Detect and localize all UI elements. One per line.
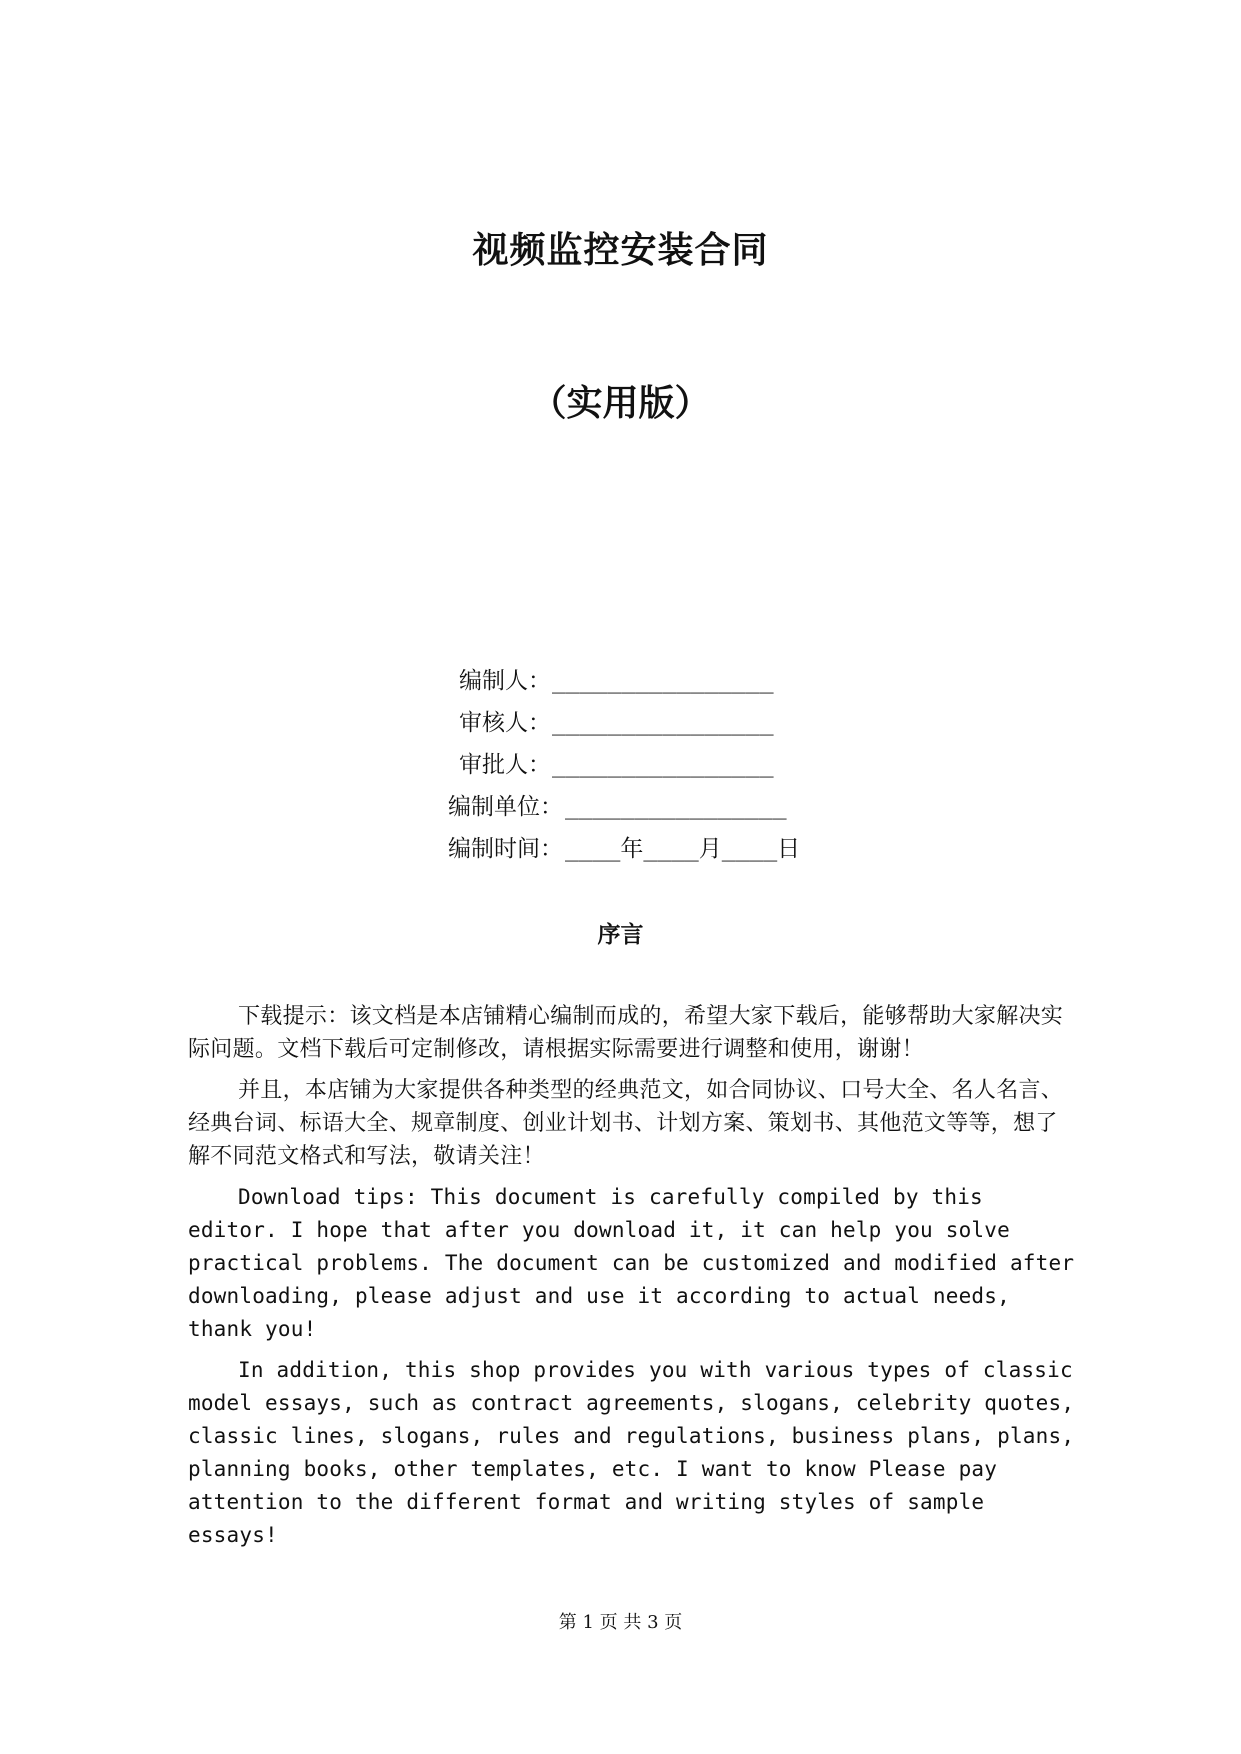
meta-value-approver: ________________: [552, 752, 774, 778]
preface-body: [188, 1000, 1078, 1560]
paragraph-shop-info-en: In addition, this shop provides you with various types of classic model essays, such as contract agreements, slogans, celebrity quotes, classic lines, slogans, rules and regulations, business plans, plans, planning books, other templates, etc. I want to know Please pay attention to the different format and writing styles of sample essays!: [188, 1358, 1075, 1547]
meta-value-reviewer: ________________: [552, 710, 774, 736]
meta-label-date: 编制时间：: [448, 836, 563, 862]
meta-label-unit: 编制单位：: [448, 794, 563, 820]
meta-row-approver: [0, 744, 1241, 786]
meta-value-compiler: ________________: [552, 668, 774, 694]
meta-row-reviewer: [0, 702, 1241, 744]
page-footer: 第 1 页 共 3 页: [558, 1612, 683, 1633]
paragraph-shop-info-cn: 并且，本店铺为大家提供各种类型的经典范文，如合同协议、口号大全、名人名言、经典台词、标语大全、规章制度、创业计划书、计划方案、策划书、其他范文等等，想了解不同范文格式和写法，敬请关注！: [188, 1078, 1064, 1169]
meta-row-unit: [0, 786, 1241, 828]
paragraph-download-tips-cn: 下载提示：该文档是本店铺精心编制而成的，希望大家下载后，能够帮助大家解决实际问题。文档下载后可定制修改，请根据实际需要进行调整和使用，谢谢！: [188, 1004, 1064, 1062]
paragraph-download-tips-en: Download tips: This document is carefully compiled by this editor. I hope that after you download it, it can help you solve practical problems. The document can be customized and modified after downloading, please adjust and use it according to actual needs, thank you!: [188, 1185, 1075, 1341]
document-title: 视频监控安装合同: [472, 230, 769, 271]
meta-row-date: [0, 828, 1241, 870]
meta-row-compiler: [0, 660, 1241, 702]
meta-value-date: ____年____月____日: [565, 836, 801, 862]
meta-label-compiler: 编制人：: [459, 668, 551, 694]
meta-value-unit: ________________: [565, 794, 787, 820]
meta-label-approver: 审批人：: [459, 752, 551, 778]
preface-heading: 序言: [597, 922, 644, 948]
meta-fields: [0, 660, 1241, 870]
document-subtitle: （实用版）: [530, 383, 711, 424]
meta-label-reviewer: 审核人：: [459, 710, 551, 736]
